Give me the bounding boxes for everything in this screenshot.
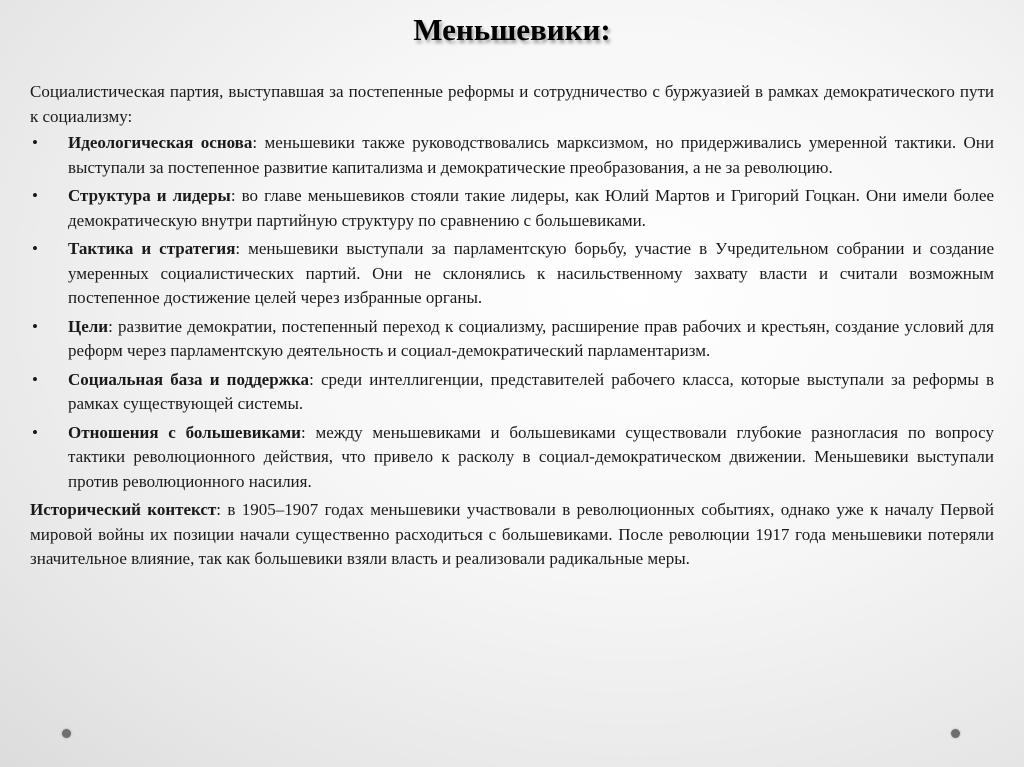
context-text: : в 1905–1907 годах меньшевики участвовали в революционных событиях, однако уже к началу Первой мировой войны их позиции начали существенно расходиться с большевиками. После революции 1917 года меньшевики потеряли значительное влияние, так как большевики взяли власть и реализовали радикальные меры. xyxy=(30,500,994,568)
bullet-text: : меньшевики также руководствовались марксизмом, но придерживались умеренной тактики. Они выступали за постепенное развитие капитализма и демократические преобразования, а не за революцию. xyxy=(68,133,994,177)
bullet-icon: • xyxy=(32,422,38,442)
bullet-icon: • xyxy=(32,133,38,152)
historical-context-paragraph xyxy=(30,498,994,572)
bullet-text: : между меньшевиками и большевиками существовали глубокие разногласия по вопросу тактики революционного действия, что привело к расколу в социал-демократическом движении. Меньшевики выступали против революционного насилия. xyxy=(68,422,994,491)
bullet-icon: • xyxy=(32,369,38,389)
bullet-term: Цели xyxy=(68,316,109,336)
bullet-item-structure xyxy=(30,184,994,233)
bullet-item-social-base xyxy=(30,368,994,417)
slide-title: Меньшевики: xyxy=(413,12,611,47)
bullet-icon: • xyxy=(32,316,38,336)
bullet-term: Отношения с большевиками xyxy=(68,422,301,442)
intro-paragraph: Социалистическая партия, выступавшая за постепенные реформы и сотрудничество с буржуазией в рамках демократического пути к социализму: xyxy=(30,82,994,126)
bullet-text: : во главе меньшевиков стояли такие лидеры, как Юлий Мартов и Григорий Гоцкан. Они имели более демократическую внутри партийную структуру по сравнению с большевиками. xyxy=(68,186,995,230)
slide-body xyxy=(30,80,994,574)
bullet-term: Структура и лидеры xyxy=(68,186,231,205)
bullet-icon: • xyxy=(32,239,38,258)
decorative-dot-left-icon xyxy=(62,729,71,738)
bullet-text: : среди интеллигенции, представителей рабочего класса, которые выступали за реформы в рамках существующей системы. xyxy=(68,369,994,413)
bullet-term: Социальная база и поддержка xyxy=(68,369,310,389)
context-term: Исторический контекст xyxy=(30,500,217,519)
bullet-item-goals xyxy=(30,315,994,364)
bullet-term: Идеологическая основа xyxy=(68,133,253,152)
bullet-text: : развитие демократии, постепенный переход к социализму, расширение прав рабочих и крестьян, создание условий для реформ через парламентскую деятельность и социал-демократический парламентаризм. xyxy=(68,316,994,360)
bullet-text: : меньшевики выступали за парламентскую борьбу, участие в Учредительном собрании и создание умеренных социалистических партий. Они не склонялись к насильственному захвату власти и считали возможным постепенное достижение целей через избранные органы. xyxy=(68,239,995,307)
bullet-icon: • xyxy=(32,186,38,205)
bullet-item-relations xyxy=(30,421,994,495)
bullet-item-tactics xyxy=(30,237,994,311)
bullet-list xyxy=(30,131,994,494)
decorative-dot-right-icon xyxy=(951,729,960,738)
bullet-term: Тактика и стратегия xyxy=(68,239,236,258)
bullet-item-ideology xyxy=(30,131,994,180)
